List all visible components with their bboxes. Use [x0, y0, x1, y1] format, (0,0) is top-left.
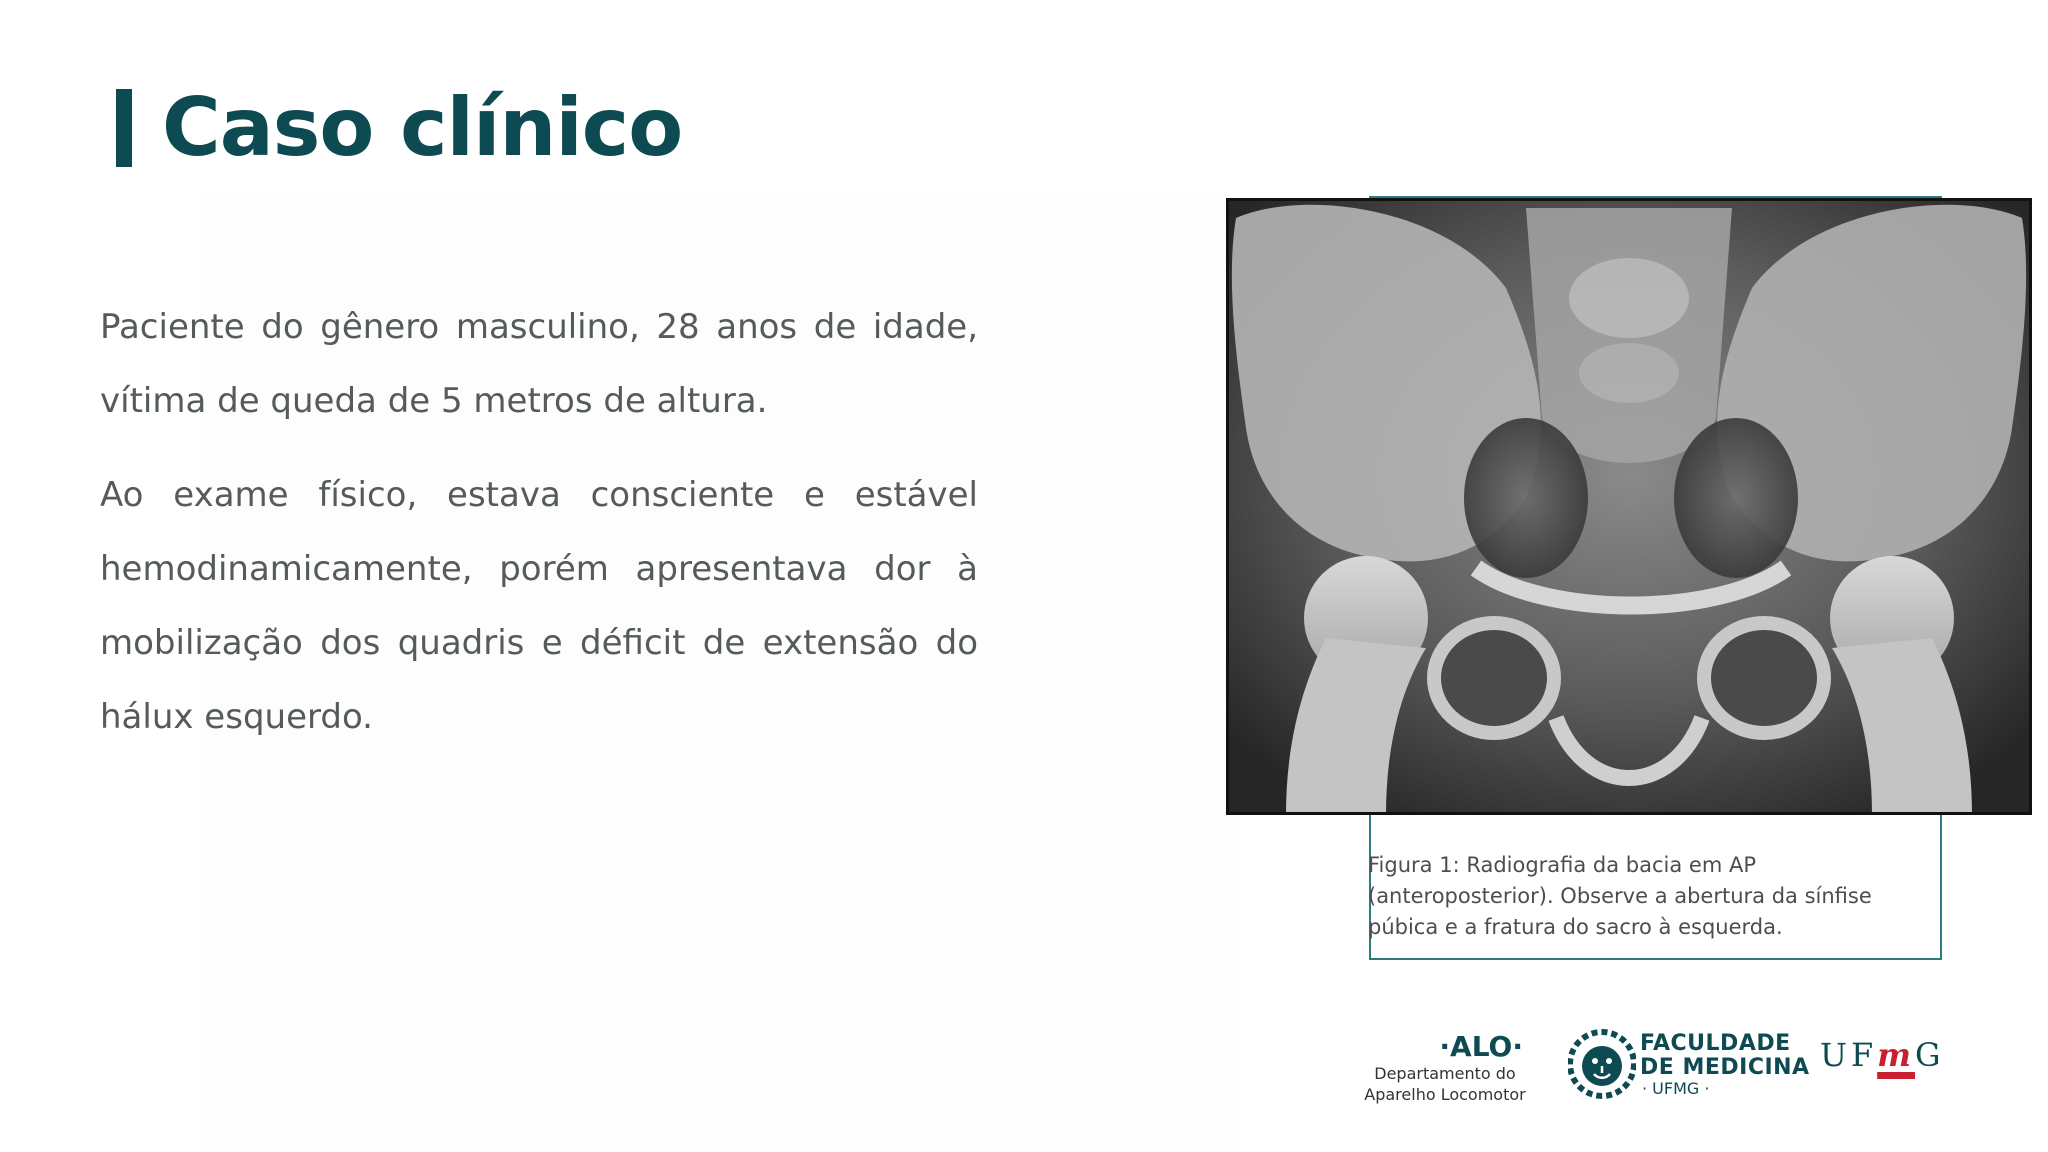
case-description — [100, 290, 978, 774]
caption-line: (anteroposterior). Observe a abertura da sínfise — [1368, 884, 1872, 908]
caption-line: Figura 1: Radiografia da bacia em AP — [1368, 853, 1757, 877]
caption-line: púbica e a fratura do sacro à esquerda. — [1368, 915, 1783, 939]
paragraph-history: Paciente do gênero masculino, 28 anos de idade, vítima de queda de 5 metros de altura. — [100, 307, 978, 421]
xray-illustration — [1226, 198, 2032, 815]
medicina-line: DE MEDICINA — [1640, 1055, 1810, 1080]
ufmg-part: m — [1877, 1036, 1916, 1074]
alo-department-line: Departamento do — [1374, 1064, 1516, 1083]
paragraph-exam: Ao exame físico, estava consciente e estável hemodinamicamente, porém apresentava dor à mobilização dos quadris e déficit de extensão do hálux esquerdo. — [100, 475, 978, 737]
ufmg-small-line: · UFMG · — [1642, 1079, 1710, 1098]
ufmg-part: G — [1915, 1036, 1945, 1074]
faculdade-text — [1640, 1032, 1810, 1098]
pelvis-xray-image — [1226, 198, 2032, 815]
ufmg-logo — [1820, 1036, 1945, 1074]
figure-caption — [1368, 850, 1928, 943]
alo-logo — [1355, 1030, 1535, 1105]
lion-icon — [1568, 1026, 1636, 1104]
alo-wordmark: ·ALO· — [1439, 1030, 1523, 1063]
alo-department-line: Aparelho Locomotor — [1364, 1085, 1526, 1104]
title-block — [116, 81, 683, 174]
ufmg-part: UF — [1820, 1036, 1878, 1074]
faculdade-medicina-logo — [1568, 1026, 1810, 1104]
slide-title: Caso clínico — [162, 81, 683, 174]
faculdade-line: FACULDADE — [1640, 1031, 1791, 1056]
title-accent-bar — [116, 89, 132, 167]
